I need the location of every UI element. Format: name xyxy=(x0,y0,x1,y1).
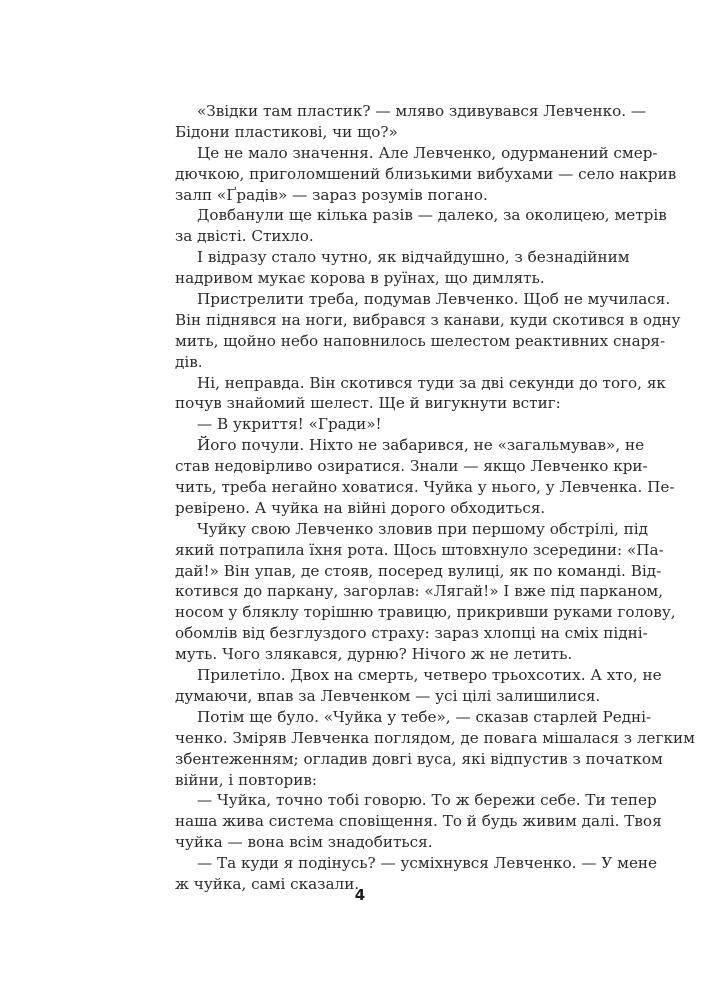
text-line: Ні, неправда. Він скотився туди за дві секунди до того, як xyxy=(197,373,666,392)
text-line: Пристрелити треба, подумав Левченко. Щоб не мучилася. xyxy=(197,290,671,309)
text-line: дів. xyxy=(175,352,203,371)
text-line: обомлів від безглуздого страху: зараз хлопці на сміх підні- xyxy=(175,624,648,643)
text-line: ченко. Зміряв Левченка поглядом, де повага мішалася з легким xyxy=(175,728,695,747)
text-line: муть. Чого злякався, дурню? Нічого ж не летить. xyxy=(175,645,573,664)
text-line: збентеженням; огладив довгі вуса, які відпустив з початком xyxy=(175,749,663,768)
text-line: Потім ще було. «Чуйка у тебе», — сказав старлей Редні- xyxy=(197,707,652,726)
text-line: Чуйку свою Левченко зловив при першому обстрілі, під xyxy=(197,519,648,538)
text-line: Довбанули ще кілька разів — далеко, за околицею, метрів xyxy=(197,206,667,225)
page-number: 4 xyxy=(354,886,366,904)
text-line: за двісті. Стихло. xyxy=(175,227,314,246)
text-line: Він піднявся на ноги, вибрався з канави, куди скотився в одну xyxy=(175,310,681,329)
text-line: Це не мало значення. Але Левченко, одурманений смер- xyxy=(197,143,658,162)
text-line: мить, щойно небо наповнилось шелестом реактивних снаря- xyxy=(175,331,666,350)
text-line: ревірено. А чуйка на війні дорого обходиться. xyxy=(175,498,546,517)
text-line: котився до паркану, загорлав: «Лягай!» І вже під парканом, xyxy=(175,582,664,601)
text-line: ж чуйка, самі сказали. xyxy=(175,874,360,893)
text-line: надривом мукає корова в руїнах, що димлять. xyxy=(175,269,545,288)
text-line: чуйка — вона всім знадобиться. xyxy=(175,833,433,852)
text-line: дючкою, приголомшений близькими вибухами — село накрив xyxy=(175,164,677,183)
text-line: Його почули. Ніхто не забарився, не «загальмував», не xyxy=(197,436,645,455)
body-text xyxy=(175,101,695,895)
text-line: І відразу стало чутно, як відчайдушно, з безнадійним xyxy=(197,248,630,267)
text-line: наша жива система сповіщення. То й будь живим далі. Твоя xyxy=(175,812,662,831)
text-line: — Чуйка, точно тобі говорю. То ж бережи себе. Ти тепер xyxy=(197,791,657,810)
text-line: війни, і повторив: xyxy=(175,770,317,789)
text-line: став недовірливо озиратися. Знали — якщо Левченко кри- xyxy=(175,457,648,476)
text-line: «Звідки там пластик? — мляво здивувався Левченко. — xyxy=(197,102,647,120)
text-line: Прилетіло. Двох на смерть, четверо трьохсотих. А хто, не xyxy=(197,666,662,685)
text-line: чить, треба негайно ховатися. Чуйка у нього, у Левченка. Пе- xyxy=(175,478,675,497)
text-line: який потрапила їхня рота. Щось штовхнуло зсередини: «Па- xyxy=(175,540,664,559)
text-line: — В укриття! «Гради»! xyxy=(197,415,382,434)
text-line: думаючи, впав за Левченком — усі цілі залишилися. xyxy=(175,686,601,705)
text-line: почув знайомий шелест. Ще й вигукнути встиг: xyxy=(175,394,561,413)
text-line: носом у бляклу торішню травицю, прикривши руками голову, xyxy=(175,603,676,622)
text-line: — Та куди я подінусь? — усміхнувся Левченко. — У мене xyxy=(197,854,658,873)
text-line: Бідони пластикові, чи що?» xyxy=(175,122,398,141)
text-line: залп «Ґрадів» — зараз розумів погано. xyxy=(175,185,488,204)
text-line: дай!» Він упав, де стояв, посеред вулиці, як по команді. Від- xyxy=(175,561,662,580)
